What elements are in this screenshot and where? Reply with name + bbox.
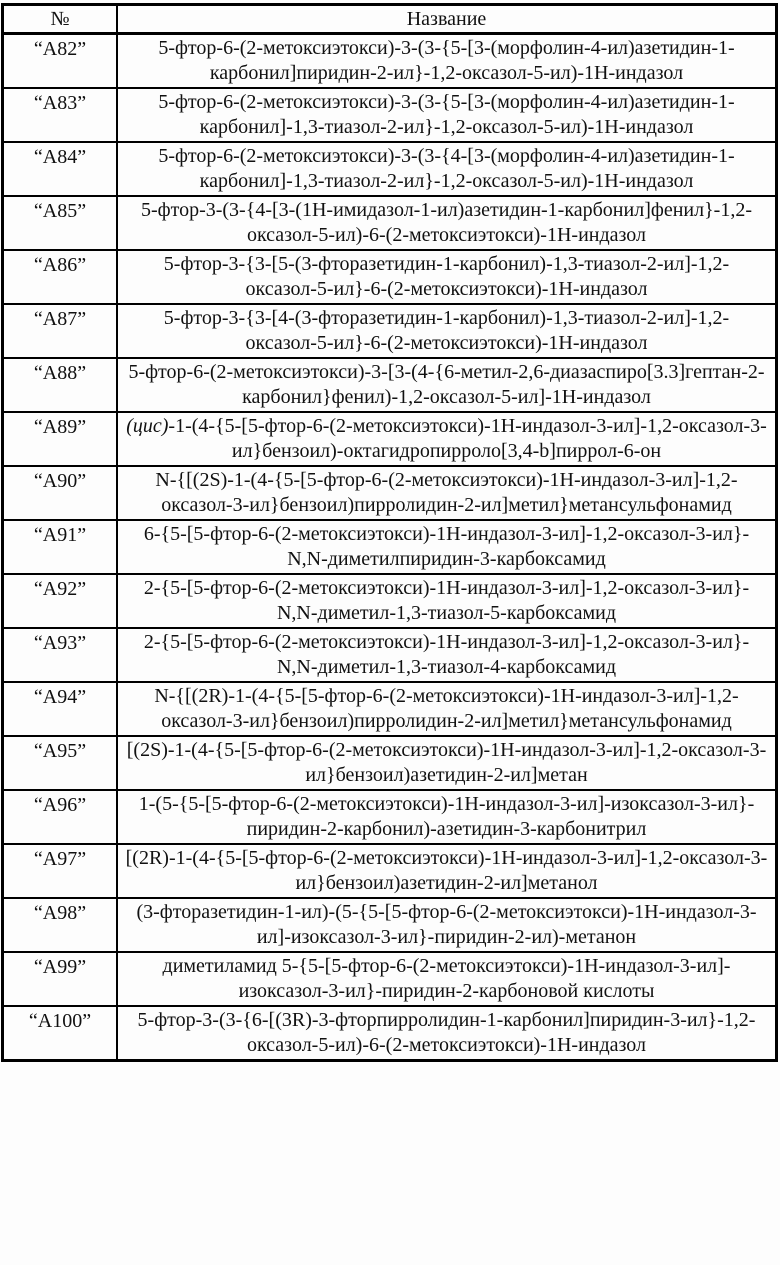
table-row <box>3 34 777 89</box>
compound-number: “A84” <box>3 142 118 196</box>
table-row <box>3 898 777 952</box>
compound-name: 2-{5-[5-фтор-6-(2-метоксиэтокси)-1H-индазол-3-ил]-1,2-оксазол-3-ил}-N,N-диметил-1,3-тиазол-5-карбоксамид <box>117 574 777 628</box>
column-header-name: Название <box>117 5 777 34</box>
compound-number: “A97” <box>3 844 118 898</box>
stereo-descriptor: (цис) <box>126 415 169 437</box>
compound-number: “A91” <box>3 520 118 574</box>
table-row <box>3 952 777 1006</box>
table-row <box>3 790 777 844</box>
compound-name: [(2S)-1-(4-{5-[5-фтор-6-(2-метоксиэтокси)-1H-индазол-3-ил]-1,2-оксазол-3-ил}бензоил)азетидин-2-ил]метан <box>117 736 777 790</box>
compound-number: “A93” <box>3 628 118 682</box>
compound-name: N-{[(2R)-1-(4-{5-[5-фтор-6-(2-метоксиэтокси)-1H-индазол-3-ил]-1,2-оксазол-3-ил}бензоил)пирролидин-2-ил]метил}метансульфонамид <box>117 682 777 736</box>
compound-name: диметиламид 5-{5-[5-фтор-6-(2-метоксиэтокси)-1H-индазол-3-ил]-изоксазол-3-ил}-пиридин-2-карбоновой кислоты <box>117 952 777 1006</box>
table-header <box>3 5 777 34</box>
compound-number: “A89” <box>3 412 118 466</box>
compound-number: “A85” <box>3 196 118 250</box>
table-row <box>3 574 777 628</box>
compound-number: “A88” <box>3 358 118 412</box>
table-row <box>3 844 777 898</box>
compound-number: “A95” <box>3 736 118 790</box>
table-row <box>3 628 777 682</box>
table-row <box>3 142 777 196</box>
table-row <box>3 682 777 736</box>
compound-name: 5-фтор-6-(2-метоксиэтокси)-3-(3-{4-[3-(морфолин-4-ил)азетидин-1-карбонил]-1,3-тиазол-2-ил}-1,2-оксазол-5-ил)-1H-индазол <box>117 142 777 196</box>
compound-name: [(2R)-1-(4-{5-[5-фтор-6-(2-метоксиэтокси)-1H-индазол-3-ил]-1,2-оксазол-3-ил}бензоил)азетидин-2-ил]метанол <box>117 844 777 898</box>
column-header-number: № <box>3 5 118 34</box>
compound-name: 5-фтор-3-(3-{4-[3-(1H-имидазол-1-ил)азетидин-1-карбонил]фенил}-1,2-оксазол-5-ил)-6-(2-метоксиэтокси)-1H-индазол <box>117 196 777 250</box>
table-row <box>3 250 777 304</box>
table-row <box>3 412 777 466</box>
compound-number: “A96” <box>3 790 118 844</box>
table-body <box>3 34 777 1061</box>
compound-name: 5-фтор-6-(2-метоксиэтокси)-3-(3-{5-[3-(морфолин-4-ил)азетидин-1-карбонил]пиридин-2-ил}-1,2-оксазол-5-ил)-1H-индазол <box>117 34 777 89</box>
header-row <box>3 5 777 34</box>
table-row <box>3 88 777 142</box>
table-row <box>3 196 777 250</box>
compound-name: N-{[(2S)-1-(4-{5-[5-фтор-6-(2-метоксиэтокси)-1H-индазол-3-ил]-1,2-оксазол-3-ил}бензоил)пирролидин-2-ил]метил}метансульфонамид <box>117 466 777 520</box>
compound-number: “A90” <box>3 466 118 520</box>
compound-name: 5-фтор-3-(3-{6-[(3R)-3-фторпирролидин-1-карбонил]пиридин-3-ил}-1,2-оксазол-5-ил)-6-(2-метоксиэтокси)-1H-индазол <box>117 1006 777 1061</box>
compound-table <box>1 3 778 1062</box>
compound-name: 5-фтор-6-(2-метоксиэтокси)-3-[3-(4-{6-метил-2,6-диазаспиро[3.3]гептан-2-карбонил}фенил)-1,2-оксазол-5-ил]-1H-индазол <box>117 358 777 412</box>
table-row <box>3 520 777 574</box>
compound-name: 5-фтор-3-{3-[4-(3-фторазетидин-1-карбонил)-1,3-тиазол-2-ил]-1,2-оксазол-5-ил}-6-(2-метоксиэтокси)-1H-индазол <box>117 304 777 358</box>
compound-number: “A87” <box>3 304 118 358</box>
compound-number: “A92” <box>3 574 118 628</box>
table-row <box>3 466 777 520</box>
compound-name: 1-(5-{5-[5-фтор-6-(2-метоксиэтокси)-1H-индазол-3-ил]-изоксазол-3-ил}-пиридин-2-карбонил)-азетидин-3-карбонитрил <box>117 790 777 844</box>
compound-number: “A99” <box>3 952 118 1006</box>
table-row <box>3 358 777 412</box>
compound-name: 2-{5-[5-фтор-6-(2-метоксиэтокси)-1H-индазол-3-ил]-1,2-оксазол-3-ил}-N,N-диметил-1,3-тиазол-4-карбоксамид <box>117 628 777 682</box>
table-row <box>3 736 777 790</box>
compound-number: “A98” <box>3 898 118 952</box>
table-row <box>3 1006 777 1061</box>
compound-number: “A94” <box>3 682 118 736</box>
compound-name: (цис)-1-(4-{5-[5-фтор-6-(2-метоксиэтокси)-1H-индазол-3-ил]-1,2-оксазол-3-ил}бензоил)-октагидропирроло[3,4-b]пиррол-6-он <box>117 412 777 466</box>
compound-name: (3-фторазетидин-1-ил)-(5-{5-[5-фтор-6-(2-метоксиэтокси)-1H-индазол-3-ил]-изоксазол-3-ил}-пиридин-2-ил)-метанон <box>117 898 777 952</box>
compound-number: “A82” <box>3 34 118 89</box>
table-row <box>3 304 777 358</box>
compound-name: 5-фтор-3-{3-[5-(3-фторазетидин-1-карбонил)-1,3-тиазол-2-ил]-1,2-оксазол-5-ил}-6-(2-метоксиэтокси)-1H-индазол <box>117 250 777 304</box>
compound-number: “A100” <box>3 1006 118 1061</box>
compound-number: “A83” <box>3 88 118 142</box>
compound-name: 5-фтор-6-(2-метоксиэтокси)-3-(3-{5-[3-(морфолин-4-ил)азетидин-1-карбонил]-1,3-тиазол-2-ил}-1,2-оксазол-5-ил)-1H-индазол <box>117 88 777 142</box>
compound-name: 6-{5-[5-фтор-6-(2-метоксиэтокси)-1H-индазол-3-ил]-1,2-оксазол-3-ил}-N,N-диметилпиридин-3-карбоксамид <box>117 520 777 574</box>
compound-number: “A86” <box>3 250 118 304</box>
